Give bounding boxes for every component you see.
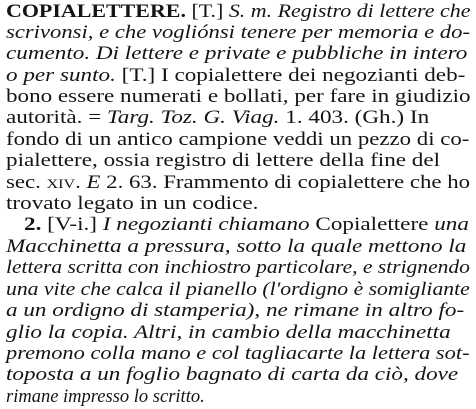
headword-mention: Copialettere bbox=[315, 215, 429, 235]
definition-text: I negozianti chiamano bbox=[102, 215, 310, 235]
entry-line-16: glio la copia. Altri, in cambio della macchinetta bbox=[6, 323, 451, 343]
entry-line-10: trovato legato in un codice. bbox=[6, 194, 259, 214]
citation-text: In bbox=[409, 108, 430, 128]
sense-number: 2. bbox=[24, 215, 42, 235]
entry-line-4 bbox=[6, 65, 465, 87]
entry-line-8: pialettere, ossia registro di lettere della fine del bbox=[6, 151, 441, 171]
entry-tag: [T.] bbox=[121, 66, 156, 86]
part-of-speech: S. m. bbox=[228, 2, 273, 22]
equals-sign: = bbox=[88, 108, 102, 128]
source-reference: 1. 403. bbox=[285, 108, 349, 128]
definition-text: Registro di lettere che bbox=[277, 2, 471, 22]
entry-line-18: toposta a un foglio bagnato di carta da ciò, dove bbox=[6, 365, 459, 385]
entry-line-1 bbox=[6, 1, 470, 23]
entry-line-6 bbox=[6, 107, 429, 129]
entry-line-11 bbox=[24, 214, 469, 236]
entry-line-14: una vite che calca il pianello (l'ordigno è somigliante bbox=[6, 280, 470, 300]
entry-line-12: Macchinetta a pressura, sotto la quale mettono la bbox=[6, 237, 467, 257]
entry-line-7: fondo di un antico campione veddi un pezzo di co- bbox=[6, 130, 470, 150]
entry-line-3: cumento. Di lettere e private e pubbliche in intero bbox=[6, 44, 468, 64]
source-reference: 2. 63. bbox=[106, 173, 158, 193]
entry-tag: [T.] bbox=[191, 2, 224, 22]
entry-line-2: scrivonsi, e che vogliónsi tenere per memoria e do- bbox=[6, 23, 470, 43]
entry-line-5: bono essere numerati e bollati, per fare in giudizio bbox=[6, 87, 471, 107]
source-attribution: (Gh.) bbox=[354, 108, 405, 128]
entry-tag: [V-i.] bbox=[47, 215, 98, 235]
citation-text: autorità. bbox=[6, 108, 83, 128]
source-title: E bbox=[86, 173, 101, 193]
citation-text: Frammento di copialettere che ho bbox=[163, 173, 471, 193]
century-numeral: xiv. bbox=[46, 173, 81, 193]
entry-line-9 bbox=[6, 172, 470, 194]
century-prefix: sec. bbox=[6, 173, 41, 193]
entry-line-13: lettera scritta con inchiostro particolare, e strignendo bbox=[6, 258, 470, 278]
entry-line-15: a un ordigno di stamperia), ne rimane in altro fo- bbox=[6, 301, 465, 321]
definition-text: una bbox=[434, 215, 469, 235]
entry-line-19: rimane impresso lo scritto. bbox=[6, 387, 205, 407]
entry-line-17: premono colla mano e col tagliacarte la lettera sot- bbox=[6, 344, 470, 364]
definition-text: o per sunto. bbox=[6, 66, 116, 86]
source-title: Targ. Toz. G. Viag. bbox=[107, 108, 280, 128]
headword: COPIALETTERE. bbox=[6, 2, 186, 22]
citation-text: I copialettere dei negozianti deb- bbox=[161, 66, 466, 86]
